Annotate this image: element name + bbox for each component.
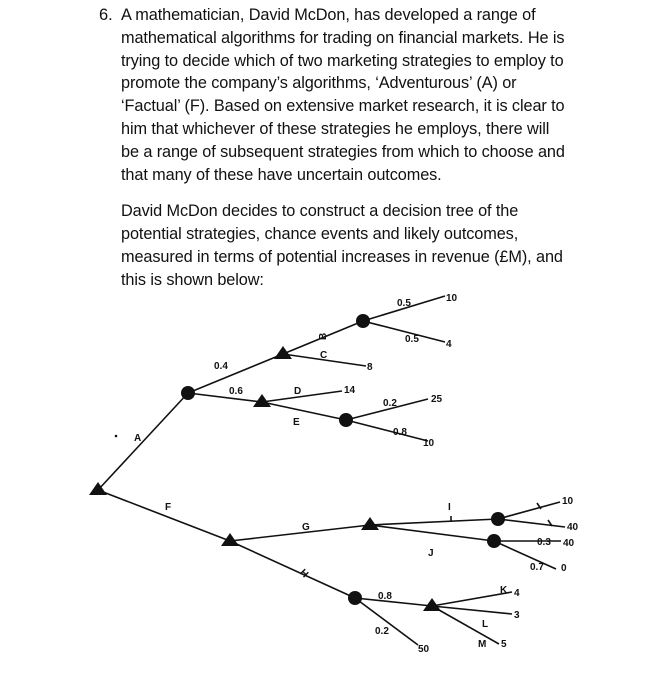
branch-h-1	[355, 598, 432, 606]
prob-j-high: 0.3	[537, 537, 551, 548]
branch-g	[230, 525, 370, 541]
label-h: H	[297, 567, 311, 581]
branch-j	[370, 525, 494, 541]
outcome-l: 3	[514, 610, 520, 621]
label-f: F	[165, 502, 172, 513]
text-line: that many of these have uncertain outcomes.	[121, 165, 442, 184]
outcome-c: 8	[367, 362, 373, 373]
prob-h-low: 0.2	[375, 626, 389, 637]
branch-h-2	[355, 598, 418, 645]
branch-p06	[188, 393, 262, 402]
branch-h	[230, 541, 355, 598]
text-line: measured in terms of potential increases in revenue (£M), and	[121, 247, 563, 266]
outcome-j-high: 40	[563, 538, 575, 549]
text-line: him that whichever of these strategies he employs, there will	[121, 119, 550, 138]
branch-d	[262, 391, 342, 402]
text-line: promote the company’s algorithms, ‘Adventurous’ (A) or	[121, 74, 517, 93]
decision-node-ij	[361, 517, 379, 530]
tree-branches	[98, 296, 565, 645]
text-line: be a range of subsequent strategies from which to choose and	[121, 142, 565, 161]
label-j: J	[428, 548, 434, 559]
text-line: mathematical algorithms for trading on financial markets. He is	[121, 28, 565, 47]
branch-i	[370, 519, 498, 525]
label-k: K	[500, 585, 508, 596]
chance-node-i	[491, 512, 505, 526]
outcome-e-high: 25	[431, 394, 443, 405]
label-g: G	[302, 522, 310, 533]
label-d: D	[294, 386, 302, 397]
text-line: ‘Factual’ (F). Based on extensive market research, it is clear to	[121, 97, 565, 116]
prob-e-high: 0.2	[383, 398, 397, 409]
branch-e	[262, 402, 346, 420]
stray-dot	[115, 435, 118, 438]
outcome-i-low: 40	[567, 522, 579, 533]
decision-node-bc	[274, 346, 292, 359]
branch-f	[98, 490, 230, 541]
question-number: 6.	[99, 6, 113, 24]
prob-j-low: 0.7	[530, 562, 544, 573]
text-line: potential strategies, chance events and likely outcomes,	[121, 225, 519, 244]
label-i: I	[448, 502, 451, 513]
prob-h-high: 0.8	[378, 591, 392, 602]
label-b: B	[318, 332, 329, 340]
outcome-i-high: 10	[562, 496, 574, 507]
label-a: A	[134, 433, 142, 444]
outcome-e-low: 10	[423, 438, 435, 449]
text-line: this is shown below:	[121, 270, 264, 289]
branch-i-2	[498, 519, 565, 527]
chance-nodes	[181, 314, 505, 605]
chance-node-b	[356, 314, 370, 328]
prob-0-6: 0.6	[229, 386, 243, 397]
text-line: David McDon decides to construct a decision tree of the	[121, 202, 519, 221]
text-line: trying to decide which of two marketing strategies to employ to	[121, 51, 564, 70]
chance-node-a	[181, 386, 195, 400]
outcome-k: 4	[514, 588, 520, 599]
outcome-j-low: 0	[561, 563, 567, 574]
chance-node-j	[487, 534, 501, 548]
label-l: L	[482, 619, 489, 630]
chance-node-e	[339, 413, 353, 427]
prob-0-4: 0.4	[214, 361, 228, 372]
prob-e-low: 0.8	[393, 427, 407, 438]
outcome-d: 14	[344, 385, 356, 396]
branch-i-1	[498, 502, 560, 519]
prob-b-low: 0.5	[405, 334, 419, 345]
chance-node-h	[348, 591, 362, 605]
label-e: E	[293, 417, 300, 428]
text-line: A mathematician, David McDon, has developed a range of	[121, 6, 536, 24]
prob-b-high: 0.5	[397, 298, 411, 309]
label-c: C	[320, 350, 328, 361]
branch-b-low	[363, 321, 445, 342]
outcome-b-low: 4	[446, 339, 452, 350]
outcome-h-low: 50	[418, 644, 430, 655]
outcome-b-high: 10	[446, 293, 458, 304]
label-m: M	[478, 639, 487, 650]
branch-e-low	[346, 420, 428, 441]
outcome-m: 5	[501, 639, 507, 650]
decision-nodes	[89, 346, 441, 611]
branch-a	[98, 393, 188, 490]
